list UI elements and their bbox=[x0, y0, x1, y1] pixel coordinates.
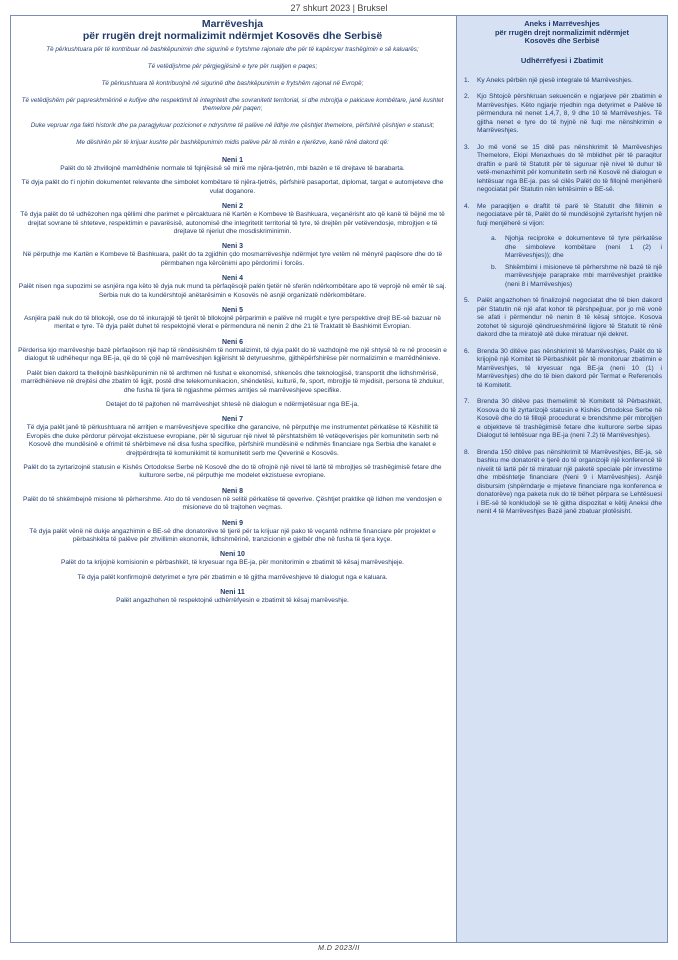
preamble-paragraph: Duke vepruar nga fakti historik dhe pa paragjykuar pozicionet e ndryshme të palëve në lidhje me çështjet themelore, përfshirë çështjen e statusit; bbox=[30, 122, 435, 129]
annex-item-number: 4. bbox=[464, 202, 470, 210]
article-paragraph: Palët nisen nga supozimi se asnjëra nga këto të dyja nuk mund ta përfaqësojë palën tjetër në sferën ndërkombëtare apo të veprojë në emër të saj. Serbia nuk do ta kundërshtojë anëtarësimin e Kosovës në asnjë organizatë ndërkombëtare. bbox=[18, 283, 447, 299]
annex-item-number: 8. bbox=[464, 448, 470, 456]
annex-item bbox=[462, 398, 662, 441]
agreement-title-line2: për rrugën drejt normalizimit ndërmjet Kosovës dhe Serbisë bbox=[82, 30, 383, 42]
annex-title-line1: Aneks i Marrëveshjes bbox=[524, 19, 600, 28]
article-section bbox=[17, 487, 448, 513]
article-section bbox=[17, 415, 448, 480]
article-section bbox=[17, 274, 448, 300]
document-date-line: 27 shkurt 2023 | Bruksel bbox=[290, 3, 388, 13]
article-paragraph: Të dyja palët do të udhëzohen nga qëllimi dhe parimet e përcaktuara në Kartën e Kombeve të Bashkuara, veçanërisht ato që kanë të bëjnë me të drejtat sovrane të shteteve, respektimin e pavarësisë, autonomisë dhe integritetit territorial të tyre, të drejtën për vetëvendosje, mbrojtjen e të drejtave të njeriut dhe mosdiskriminimin. bbox=[20, 211, 445, 236]
article-paragraph: Palët do të zhvillojnë marrëdhënie normale të fqinjësisë së mirë me njëra-tjetrën, mbi bazën e të drejtave të barabarta. bbox=[60, 165, 405, 172]
agreement-title bbox=[17, 18, 448, 42]
preamble-paragraph: Të përkushtuara për të kontribuar në bashkëpunimin dhe sigurinë e frytshme rajonale dhe për të kapërcyer trashëgimin e së kaluarës; bbox=[46, 46, 419, 53]
annex-item bbox=[462, 348, 662, 391]
preamble-paragraph: Të vetëdijshme për përgjegjësinë e tyre për ruajtjen e paqes; bbox=[147, 63, 318, 70]
annex-title-line2: për rrugën drejt normalizimit ndërmjet bbox=[495, 27, 629, 37]
article-section bbox=[17, 588, 448, 605]
preamble-paragraph: Të përkushtuara të kontribuojnë në sigurinë dhe bashkëpunimin e frytshëm rajonal në Evropë; bbox=[101, 80, 364, 87]
annex-item-text: Palët angazhohen të finalizojnë negociatat dhe të bien dakord për Statutin në një afat kohor të përshpejtuar, por jo më vonë se afati i përmendur në nenin 8 të kësaj shtojce. Kosova zotohet të sigurojë qëndrueshmërinë ligjore të Statutit të rënë dakord dhe ta miratojë atë duke miratuar një dekret. bbox=[477, 297, 662, 339]
article-paragraph: Detajet do të pajtohen në marrëveshjet shtesë në dialogun e ndërmjetësuar nga BE-ja. bbox=[106, 400, 359, 408]
annex-title bbox=[462, 20, 662, 46]
annex-item-text: Brenda 150 ditëve pas nënshkrimit të Marrëveshjes, BE-ja, së bashku me donatorët e tjerë do të organizojë një konferencë të nivelit të lartë për të miratuar një paketë speciale për investime dhe mbështetje financiare (Neni 9 i Marrëveshjes). Asnjë disbursim (shpërndarje e mjeteve financiare nga konferenca e donatorëve) nga paketa nuk do të bëhet përpara se Lehtësuesi i BE-së të konkludojë se të gjitha dispozitat e këtij Aneksi dhe nenit 4 të Marrëveshjes Bazë janë zbatuar plotësisht. bbox=[477, 448, 662, 516]
article-section bbox=[17, 156, 448, 196]
annex-item-number: 1. bbox=[464, 76, 470, 84]
article-section bbox=[17, 550, 448, 582]
article-heading: Neni 11 bbox=[220, 589, 245, 597]
preamble-paragraph: Me dëshirën për të krijuar kushte për bashkëpunimin midis palëve për të mirën e njerëzve, kanë rënë dakord që: bbox=[76, 139, 389, 146]
agreement-preamble bbox=[17, 46, 448, 147]
article-heading: Neni 7 bbox=[221, 416, 243, 424]
annex-item-number: 7. bbox=[464, 398, 470, 406]
article-heading: Neni 1 bbox=[221, 157, 243, 164]
article-heading: Neni 2 bbox=[221, 203, 243, 211]
article-heading: Neni 4 bbox=[221, 275, 243, 283]
annex-subitem-text: Njohja reciproke e dokumenteve të tyre përkatëse dhe simboleve kombëtare (neni 1 (2) i Marrëveshjes)); dhe bbox=[505, 235, 662, 260]
annex-item-number: 2. bbox=[464, 93, 470, 101]
article-paragraph: Në përputhje me Kartën e Kombeve të Bashkuara, palët do ta zgjidhin çdo mosmarrëveshje ndërmjet tyre vetëm në mënyrë paqësore dhe do të përmbahen nga kërcënimi apo përdorimi i forcës. bbox=[22, 251, 443, 267]
annex-title-line3: Kosovës dhe Serbisë bbox=[524, 36, 600, 46]
annex-item-text: Jo më vonë se 15 ditë pas nënshkrimit të Marrëveshjes Themelore, Ekipi Menaxhues do të mblidhet për të paraqitur draftin e parë të Statutit për të siguruar një nivel të duhur të vetë-menaxhimit për komunitetin serb në Kosovë në dialogun e lehtësuar nga BE-ja. pas së cilës Palët do të fillojnë menjëherë negociatat për Statutin nën lehtësimin e BE-së. bbox=[477, 143, 662, 194]
annex-subitem-text: Shkëmbimi i misioneve të përhershme në bazë të një marrëveshjeje paraprake mbi marrëveshjet praktike (neni 8 i Marrëveshjes) bbox=[505, 263, 662, 288]
annex-subitem bbox=[491, 264, 662, 290]
article-paragraph: Palët do ta krijojnë komisionin e përbashkët, të kryesuar nga BE-ja, për monitorimin e zbatimit të kësaj marrëveshjeje. bbox=[60, 559, 405, 567]
annex-item-text: Brenda 30 ditëve pas themelimit të Komitetit të Përbashkët, Kosova do të zyrtarizojë statusin e Kishës Ortodokse Serbe në Kosovë dhe do të fillojë procedurat e brendshme për mbrojtjen e objekteve të trashëgimisë fetare dhe kulturore serbe sipas Dialogut të lehtësuar nga BE-ja (neni 7.2) të Marrëveshjes). bbox=[477, 398, 662, 440]
article-paragraph: Të dyja palët konfirmojnë detyrimet e tyre për zbatimin e të gjitha marrëveshjeve të dialogut nga e kaluara. bbox=[77, 573, 388, 581]
annex-item bbox=[462, 297, 662, 340]
annex-subitem bbox=[491, 235, 662, 261]
article-paragraph: Të dyja palët janë të përkushtuara në arritjen e marrëveshjeve specifike dhe garancive, në përputhje me instrumentet përkatëse të Këshillit të Evropës dhe duke përdorur përvojat ekzistuese evropiane, për të siguruar një nivel të përshtatshëm të vetëqeverisjes për komunitetin serb në Kosovë dhe mundësinë e ofrimit të shërbimeve në disa fusha specifike, përfshirë mundësinë e ndihmës financiare nga Serbia dhe kanalet e drejtpërdrejta të komunikimit të komunitetit serb me Qeverinë e Kosovës. bbox=[26, 424, 439, 457]
preamble-paragraph: Të vetëdijshëm për papreskhmërinë e kufijve dhe respektimit të integritetit dhe sovranitetit territorial, si dhe mbrojtja e pakicave kombëtare, janë kushtet themelore për paqen; bbox=[21, 97, 444, 112]
article-heading: Neni 10 bbox=[220, 551, 245, 559]
annex-item bbox=[462, 203, 662, 290]
document-footer-code: M.D 2023/II bbox=[318, 945, 360, 952]
article-paragraph: Asnjëra palë nuk do të bllokojë, ose do të inkurajojë të tjerët të bllokojnë përparimin e palëve në rrugët e tyre perspektive drejt BE-së bazuar në meritat e tyre. Të dyja palët duhet të respektojnë vlerat e përmendura në nenin 2 dhe 21 të Traktatit të Bashkimit Evropian. bbox=[23, 315, 442, 331]
annex-item bbox=[462, 449, 662, 517]
article-paragraph: Palët bien dakord ta thellojnë bashkëpunimin në të ardhmen në fushat e ekonomisë, shkencës dhe teknologjisë, transportit dhe lidhshmërisë, marrëdhënieve në drejtësi dhe zbatim të ligjit, postë dhe telekomunikacion, shëndetësi, kulturë, fe, sport, mbrojtje të mjedisit, persona të zhdukur, dhe fusha të tjera të ngjashme përmes arritjes së marrëveshjeve specifike. bbox=[21, 369, 444, 394]
article-paragraph: Palët angazhohen të respektojnë udhërrëfyesin e zbatimit të kësaj marrëveshje. bbox=[116, 597, 349, 605]
article-section bbox=[17, 242, 448, 268]
article-heading: Neni 9 bbox=[221, 519, 243, 527]
annex-item-text: Brenda 30 ditëve pas nënshkrimit të Marrëveshjes, Palët do të krijojnë një Komitet të Përbashkët për të monitoruar zbatimin e Marrëveshjes, të kryesuar nga BE-ja (neni 10 (1) i Marrëveshjes) dhe do të bien dakord për Termat e Referencës të Komitetit. bbox=[477, 347, 662, 389]
annex-subitem-letter: b. bbox=[491, 263, 497, 271]
article-paragraph: Palët do ta zyrtarizojnë statusin e Kishës Ortodokse Serbe në Kosovë dhe do të ofrojnë një nivel të lartë të mbrojtjes së trashëgimisë fetare dhe kulturore serbe, në përputhje me modelet ekzistuese evropiane. bbox=[23, 463, 442, 480]
annex-subitem-letter: a. bbox=[491, 235, 497, 243]
annex-item-list bbox=[462, 77, 662, 517]
annex-item bbox=[462, 144, 662, 195]
article-section bbox=[17, 202, 448, 236]
annex-item-text: Me paraqitjen e draftit të parë të Statutit dhe fillimin e negociatave për të, Palët do të mundësojnë zyrtarisht hyrjen në fuqi menjëherë si vijon: bbox=[477, 202, 662, 227]
annex-subitem-list bbox=[491, 235, 662, 289]
article-heading: Neni 8 bbox=[221, 487, 243, 495]
annex-item-number: 6. bbox=[464, 347, 470, 355]
article-paragraph: Të dyja palët do t'i njohin dokumentet relevante dhe simbolet kombëtare të njëra-tjetrës, përfshirë pasaportat, diplomat, targat e automjeteve dhe vulat doganore. bbox=[21, 179, 444, 195]
article-paragraph: Të dyja palët vënë në dukje angazhimin e BE-së dhe donatorëve të tjerë për ta krijuar një pako të veçantë ndihme financiare për projektet e përbashkëta të palëve për zhvillimin ekonomik, lidhshmërinë, tranzicionin e gjelbër dhe në fusha të tjera kyçe. bbox=[29, 527, 436, 543]
article-heading: Neni 6 bbox=[221, 338, 243, 346]
annex-side-column bbox=[456, 16, 667, 942]
annex-item bbox=[462, 93, 662, 136]
agreement-title-line1: Marrëveshja bbox=[201, 18, 264, 30]
article-section bbox=[17, 519, 448, 545]
annex-item-number: 5. bbox=[464, 297, 470, 305]
article-paragraph: Përderisa kjo marrëveshje bazë përfaqëson një hap të rëndësishëm të normalizimit, të dyja palët do të vazhdojnë me një shtysë të re në procesin e dialogut të udhëhequr nga BE-ja, që do të çojë në marrëveshjen ligjërisht të detyrueshme, gjithëpërfshirëse për normalizimin e marrëdhënieve. bbox=[18, 346, 447, 363]
annex-item-text: Kjo Shtojcë përshkruan sekuencën e ngjarjeve për zbatimin e Marrëveshjes. Këto ngjarje rrjedhin nga detyrimet e Palëve të përmendura në nenet 1,4,7, 8, 9 dhe 10 të Marrëveshjes. Të gjitha nenet e tyre do të hyjnë në fuqi me nënshkrimin e Marrëveshjes. bbox=[477, 93, 662, 135]
article-section bbox=[17, 338, 448, 409]
annex-item-number: 3. bbox=[464, 143, 470, 151]
annex-item bbox=[462, 77, 662, 86]
annex-item-text: Ky Aneks përbën një pjesë integrale të Marrëveshjes. bbox=[477, 76, 633, 84]
article-paragraph: Palët do të shkëmbejnë misione të përhershme. Ato do të vendosen në selitë përkatëse të qeverive. Çështjet praktike që lidhen me vendosjen e misioneve do të trajtohen veçmas. bbox=[23, 495, 442, 512]
article-heading: Neni 5 bbox=[221, 307, 243, 315]
agreement-articles bbox=[17, 156, 448, 606]
agreement-main-column bbox=[11, 16, 454, 942]
article-heading: Neni 3 bbox=[221, 243, 243, 251]
article-section bbox=[17, 306, 448, 332]
annex-subtitle: Udhërrëfyesi i Zbatimit bbox=[520, 55, 604, 65]
